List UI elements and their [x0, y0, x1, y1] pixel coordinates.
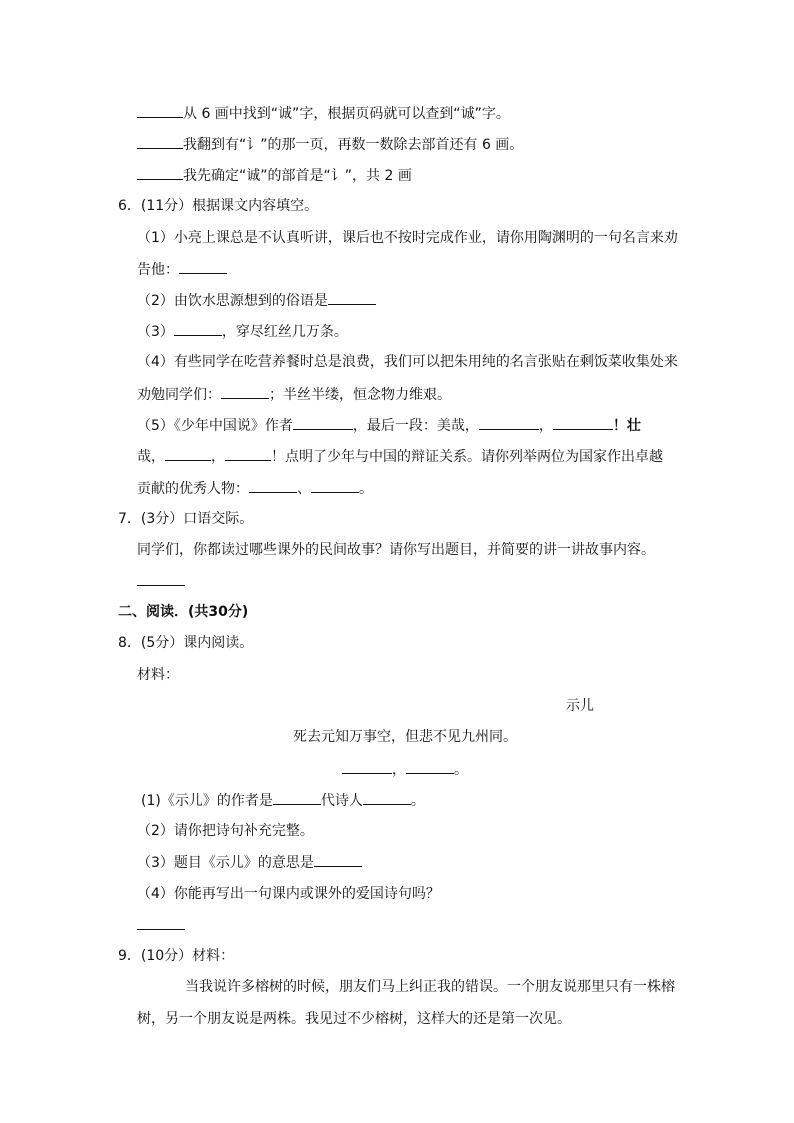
q8-answer-line: [137, 915, 185, 936]
poem-title: 示儿: [566, 698, 594, 714]
answer-blank[interactable]: [328, 290, 376, 305]
q7-answer-line: [137, 571, 185, 592]
answer-blank[interactable]: [273, 790, 321, 805]
poem-line-1: 死去元知万事空，但悲不见九州同。: [293, 729, 517, 745]
answer-blank[interactable]: [137, 915, 185, 930]
q6-part1-line1: （1）小亮上课总是不认真听讲，课后也不按时完成作业，请你用陶渊明的一句名言来劝: [137, 230, 678, 246]
q5-item-2: 我翻到有“讠”的那一页，再数一数除去部首还有 6 画。: [137, 134, 523, 155]
answer-blank[interactable]: [225, 446, 271, 461]
answer-blank[interactable]: [363, 790, 411, 805]
q8-material-label: 材料：: [137, 667, 179, 683]
poem-line-2: ， 。: [342, 759, 468, 780]
answer-blank[interactable]: [137, 165, 183, 180]
q7-title: 7．(3分）口语交际。: [118, 511, 254, 527]
q6-part3: （3） ，穿尽红丝几万条。: [137, 321, 348, 342]
answer-blank[interactable]: [137, 571, 185, 586]
q6-title: 6．(11分）根据课文内容填空。: [118, 198, 319, 214]
q8-title: 8．(5分）课内阅读。: [118, 635, 254, 651]
answer-blank[interactable]: [137, 134, 183, 149]
answer-blank[interactable]: [249, 478, 297, 493]
answer-blank[interactable]: [293, 415, 353, 430]
q8-sub-1: (1)《示儿》的作者是 代诗人 。: [141, 790, 425, 811]
answer-blank[interactable]: [479, 415, 539, 430]
q5-item-3: 我先确定“诚”的部首是“讠”，共 2 画: [137, 165, 412, 186]
q6-part5-line3: 贡献的优秀人物： 、 。: [137, 478, 373, 499]
q6-part4-line2: 劝勉同学们： ；半丝半缕，恒念物力维艰。: [137, 384, 451, 405]
q6-part5-line1: （5）《少年中国说》作者 ，最后一段：美哉， ， ！壮: [137, 415, 641, 436]
q8-sub-4: （4）你能再写出一句课内或课外的爱国诗句吗？: [137, 886, 440, 902]
answer-blank[interactable]: [314, 852, 362, 867]
section-2-heading: 二、阅读．(共30分): [118, 604, 249, 620]
q7-body: 同学们，你都读过哪些课外的民间故事？请你写出题目，并简要的讲一讲故事内容。: [137, 542, 655, 558]
q9-body-line1: 当我说许多榕树的时候，朋友们马上纠正我的错误。一个朋友说那里只有一株榕: [185, 979, 675, 995]
answer-blank[interactable]: [137, 103, 183, 118]
answer-blank[interactable]: [165, 446, 211, 461]
q9-body-line2: 树，另一个朋友说是两株。我见过不少榕树，这样大的还是第一次见。: [137, 1011, 571, 1027]
q6-part1-line2: 告他：: [137, 259, 227, 280]
q6-part5-line2: 哉， ， ！点明了少年与中国的辩证关系。请你列举两位为国家作出卓越: [137, 446, 663, 467]
answer-blank[interactable]: [311, 478, 359, 493]
answer-blank[interactable]: [221, 384, 269, 399]
answer-blank[interactable]: [342, 759, 392, 774]
answer-blank[interactable]: [179, 259, 227, 274]
q9-title: 9．(10分）材料：: [118, 948, 235, 964]
answer-blank[interactable]: [174, 321, 222, 336]
q6-part4-line1: （4）有些同学在吃营养餐时总是浪费，我们可以把朱用纯的名言张贴在剩饭菜收集处来: [137, 354, 678, 370]
answer-blank[interactable]: [553, 415, 613, 430]
q6-part2: （2）由饮水思源想到的俗语是: [137, 290, 376, 311]
q8-sub-3: （3）题目《示儿》的意思是: [137, 852, 362, 873]
q5-item-1: 从 6 画中找到“诚”字，根据页码就可以查到“诚”字。: [137, 103, 510, 124]
q8-sub-2: （2）请你把诗句补充完整。: [137, 823, 314, 839]
answer-blank[interactable]: [406, 759, 454, 774]
